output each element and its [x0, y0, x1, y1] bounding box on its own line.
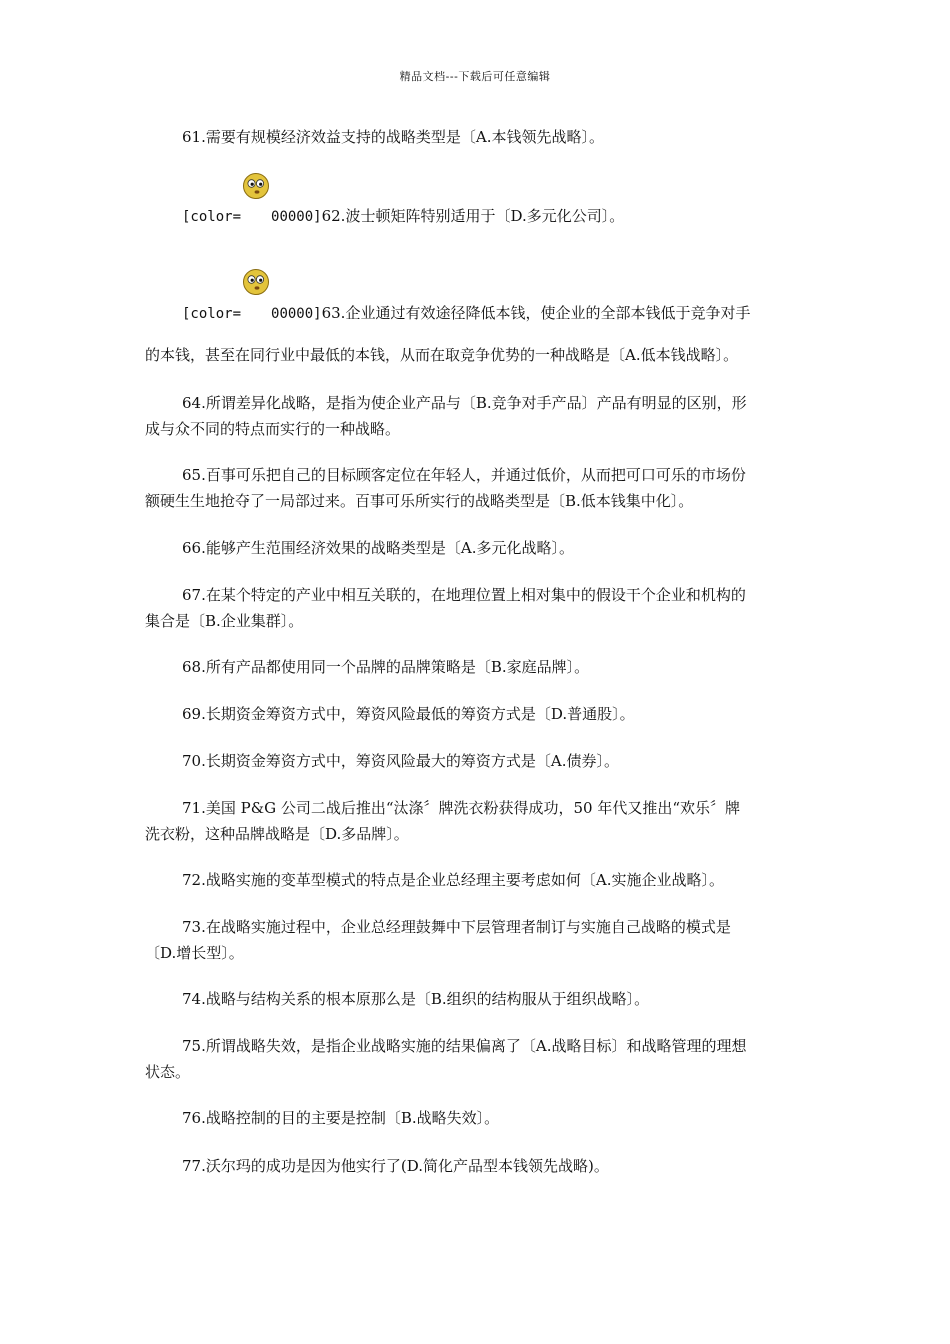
question-63-line1: [color= 00000]63.企业通过有效途径降低本钱，使企业的全部本钱低于竞争对手 [182, 304, 751, 322]
smiley-emoticon-icon [242, 172, 270, 200]
question-71: 71.美国 P&G 公司二战后推出“汰涤〞牌洗衣粉获得成功，50 年代又推出“欢乐〞牌 洗衣粉，这种品牌战略是〔D.多品牌〕。 [145, 799, 741, 843]
color-tag-code: 00000] [271, 306, 322, 322]
smiley-emoticon-icon [242, 268, 270, 296]
question-68: 68.所有产品都使用同一个品牌的品牌策略是〔B.家庭品牌〕。 [182, 658, 590, 676]
question-64: 64.所谓差异化战略，是指为使企业产品与〔B.竞争对手产品〕产品有明显的区别，形 成与众不同的特点而实行的一种战略。 [145, 394, 747, 438]
question-77: 77.沃尔玛的成功是因为他实行了(D.简化产品型本钱领先战略)。 [182, 1157, 609, 1175]
question-76: 76.战略控制的目的主要是控制〔B.战略失效〕。 [182, 1109, 500, 1127]
question-75: 75.所谓战略失效，是指企业战略实施的结果偏离了〔A.战略目标〕和战略管理的理想 状态。 [145, 1037, 747, 1081]
question-63-line2: 的本钱，甚至在同行业中最低的本钱，从而在取竞争优势的一种战略是〔A.低本钱战略〕。 [145, 346, 739, 364]
page-header: 精品文档---下载后可任意编辑 [399, 70, 551, 83]
question-67: 67.在某个特定的产业中相互关联的，在地理位置上相对集中的假设干个企业和机构的 集合是〔B.企业集群〕。 [145, 586, 746, 630]
question-61: 61.需要有规模经济效益支持的战略类型是〔A.本钱领先战略〕。 [182, 128, 604, 146]
question-73: 73.在战略实施过程中，企业总经理鼓舞中下层管理者制订与实施自己战略的模式是 〔D.增长型〕。 [145, 918, 731, 962]
color-tag-code: 00000] [271, 209, 322, 225]
question-70: 70.长期资金筹资方式中，筹资风险最大的筹资方式是〔A.债券〕。 [182, 752, 619, 770]
question-66: 66.能够产生范围经济效果的战略类型是〔A.多元化战略〕。 [182, 539, 574, 557]
color-tag-prefix: [color= [182, 209, 242, 225]
color-tag-prefix: [color= [182, 306, 242, 322]
question-72: 72.战略实施的变革型模式的特点是企业总经理主要考虑如何〔A.实施企业战略〕。 [182, 871, 724, 889]
question-69: 69.长期资金筹资方式中，筹资风险最低的筹资方式是〔D.普通股〕。 [182, 705, 635, 723]
question-65: 65.百事可乐把自己的目标顾客定位在年轻人，并通过低价，从而把可口可乐的市场份 额硬生生地抢夺了一局部过来。百事可乐所实行的战略类型是〔B.低本钱集中化〕。 [145, 466, 746, 510]
question-62: [color= 00000]62.波士顿矩阵特别适用于〔D.多元化公司〕。 [182, 207, 625, 225]
question-74: 74.战略与结构关系的根本原那么是〔B.组织的结构服从于组织战略〕。 [182, 990, 650, 1008]
